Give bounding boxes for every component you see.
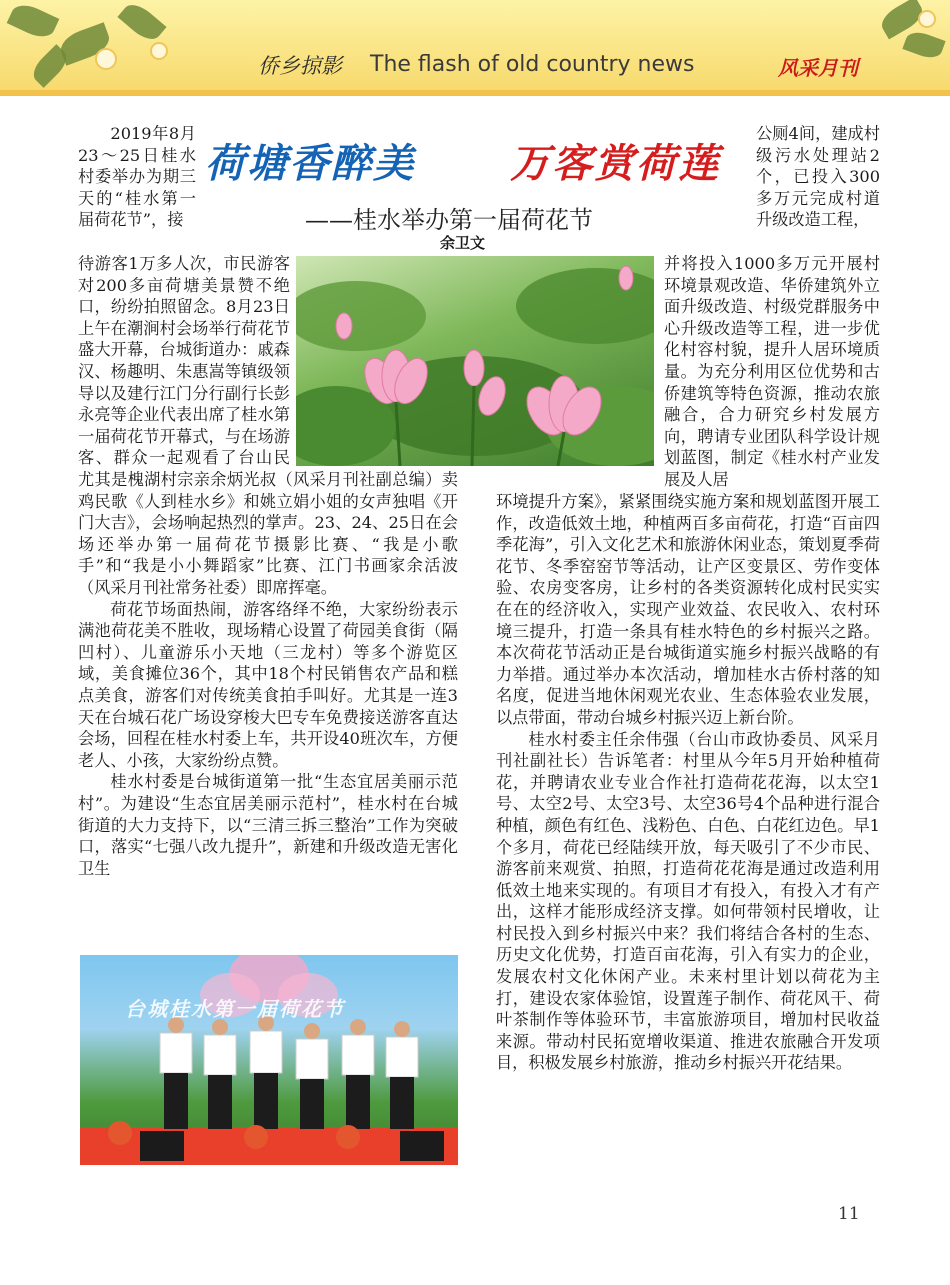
article-title-left: 荷塘香醉美 <box>205 140 415 187</box>
ceremony-photo <box>80 955 458 1165</box>
leaf-decoration-icon <box>117 0 166 45</box>
article-subtitle: ——桂水举办第一届荷花节 <box>305 206 593 234</box>
paragraph: 荷花节场面热闹，游客络绎不绝，大家纷纷表示满池荷花美不胜收，现场精心设置了荷园美食街（隔凹村）、儿童游乐小天地（三龙村）等多个游览区域，美食摊位36个，其中18个村民销售农产品和糕点美食，游客们对传统美食拍手叫好。尤其是一连3天在台城石花广场设穿梭大巴专车免费接送游客直达会场，回程在桂水村委上车，共开设40班次车，方便老人、小孩，大家纷纷点赞。 <box>78 599 458 770</box>
lotus-photo <box>296 256 654 466</box>
section-english-name: The flash of old country news <box>370 52 695 77</box>
magazine-name: 风采月刊 <box>778 56 858 80</box>
paragraph: 环境提升方案》，紧紧围绕实施方案和规划蓝图开展工作，改造低效土地，种植两百多亩荷花，打造“百亩四季花海”，引入文化艺术和旅游休闲业态，策划夏季荷花节、冬季窑窑节等活动，让产区变景区、劳作变体验、农房变客房，让乡村的各类资源转化成村民实实在在的经济收入，实现产业效益、农民收入、农村环境三提升，打造一条具有桂水特色的乡村振兴之路。本次荷花节活动正是台城街道实施乡村振兴战略的有力举措。通过举办本次活动，增加桂水古侨村落的知名度，促进当地休闲观光农业、生态体验农业发展，以点带面，带动台城乡村振兴迈上新台阶。 <box>496 492 880 727</box>
paragraph: 并将投入1000多万元开展村环境景观改造、华侨建筑外立面升级改造、村级党群服务中心升级改造等工程，进一步优化村容村貌，提升人居环境质量。为充分利用区位优势和古侨建筑等特色资源，推动农旅融合，合力研究乡村发展方向，聘请专业团队科学设计规划蓝图，制定《桂水村产业发展及人居 <box>664 254 880 489</box>
text-right-narrow <box>756 123 880 231</box>
text-left-narrow <box>78 123 196 231</box>
page-header <box>0 0 950 96</box>
flower-decoration-icon <box>918 10 936 28</box>
paragraph: 待游客1万多人次，市民游客对200多亩荷塘美景赞不绝口，纷纷拍照留念。8月23日上午在潮涧村会场举行荷花节盛大开幕，台城街道办：戚森汉、杨趣明、朱惠嵩等镇级领导以及建行江门分行副行长彭永亮等企业代表出席了桂水第一届荷花节开幕式，与在场游客、群众一起观看了台山民 <box>78 254 290 468</box>
ceremony-illustration <box>80 955 458 1165</box>
section-name: 侨乡掠影 <box>258 54 342 78</box>
text-right-column <box>496 491 880 1074</box>
paragraph: 公厕4间，建成村级污水处理站2个，已投入300多万元完成村道升级改造工程， <box>756 124 880 230</box>
paragraph: 尤其是槐湖村宗亲余炳光叔（风采月刊社副总编）卖鸡民歌《人到桂水乡》和姚立娟小姐的女声独唱《开门大吉》，会场响起热烈的掌声。23、24、25日在会场还举办第一届荷花节摄影比赛、“我是小歌手”和“我是小小舞蹈家”比赛、江门书画家余活波（风采月刊社常务社委）即席挥毫。 <box>78 470 458 597</box>
text-right-mid <box>664 253 880 491</box>
article-title-right: 万客赏荷莲 <box>510 140 720 187</box>
paragraph: 桂水村委是台城街道第一批“生态宜居美丽示范村”。为建设“生态宜居美丽示范村”，桂水村在台城街道的大力支持下，以“三清三拆三整治”工作为突破口，落实“七强八改九提升”，新建和升级改造无害化卫生 <box>78 772 458 878</box>
flower-decoration-icon <box>150 42 168 60</box>
photo-banner-text: 台城桂水第一届荷花节 <box>125 997 345 1021</box>
text-left-column <box>78 469 458 879</box>
paragraph: 桂水村委主任余伟强（台山市政协委员、风采月刊社副社长）告诉笔者：村里从今年5月开始种植荷花，并聘请农业专业合作社打造荷花花海，以太空1号、太空2号、太空3号、太空36号4个品种进行混合种植，颜色有红色、浅粉色、白色、白花红边色。早1个多月，荷花已经陆续开放，每天吸引了不少市民、游客前来观赏、拍照，打造荷花花海是通过改造利用低效土地来实现的。有项目才有投入，有投入才有产出，这样才能形成经济支撑。如何带领村民增收，让村民投入到乡村振兴中来？我们将结合各村的生态、历史文化优势，打造百亩花海，引入有实力的企业，发展农村文化休闲产业。未来村里计划以荷花为主打，建设农家体验馆，设置莲子制作、荷花风干、荷叶茶制作等体验环节，丰富旅游项目，增加村民收益来源。带动村民拓宽增收渠道、推进农旅融合开发项目，积极发展乡村旅游，推动乡村振兴开花结果。 <box>496 729 880 1073</box>
leaf-decoration-icon <box>902 28 945 62</box>
leaf-decoration-icon <box>7 0 60 43</box>
page-number: 11 <box>838 1204 860 1224</box>
paragraph: 2019年8月 23～25日桂水村委举办为期三天的“桂水第一届荷花节”，接 <box>78 124 196 230</box>
header-divider <box>0 90 950 96</box>
lotus-illustration <box>296 256 654 466</box>
flower-decoration-icon <box>95 48 117 70</box>
text-left-wide <box>78 253 290 469</box>
article-author: 余卫文 <box>440 234 486 252</box>
